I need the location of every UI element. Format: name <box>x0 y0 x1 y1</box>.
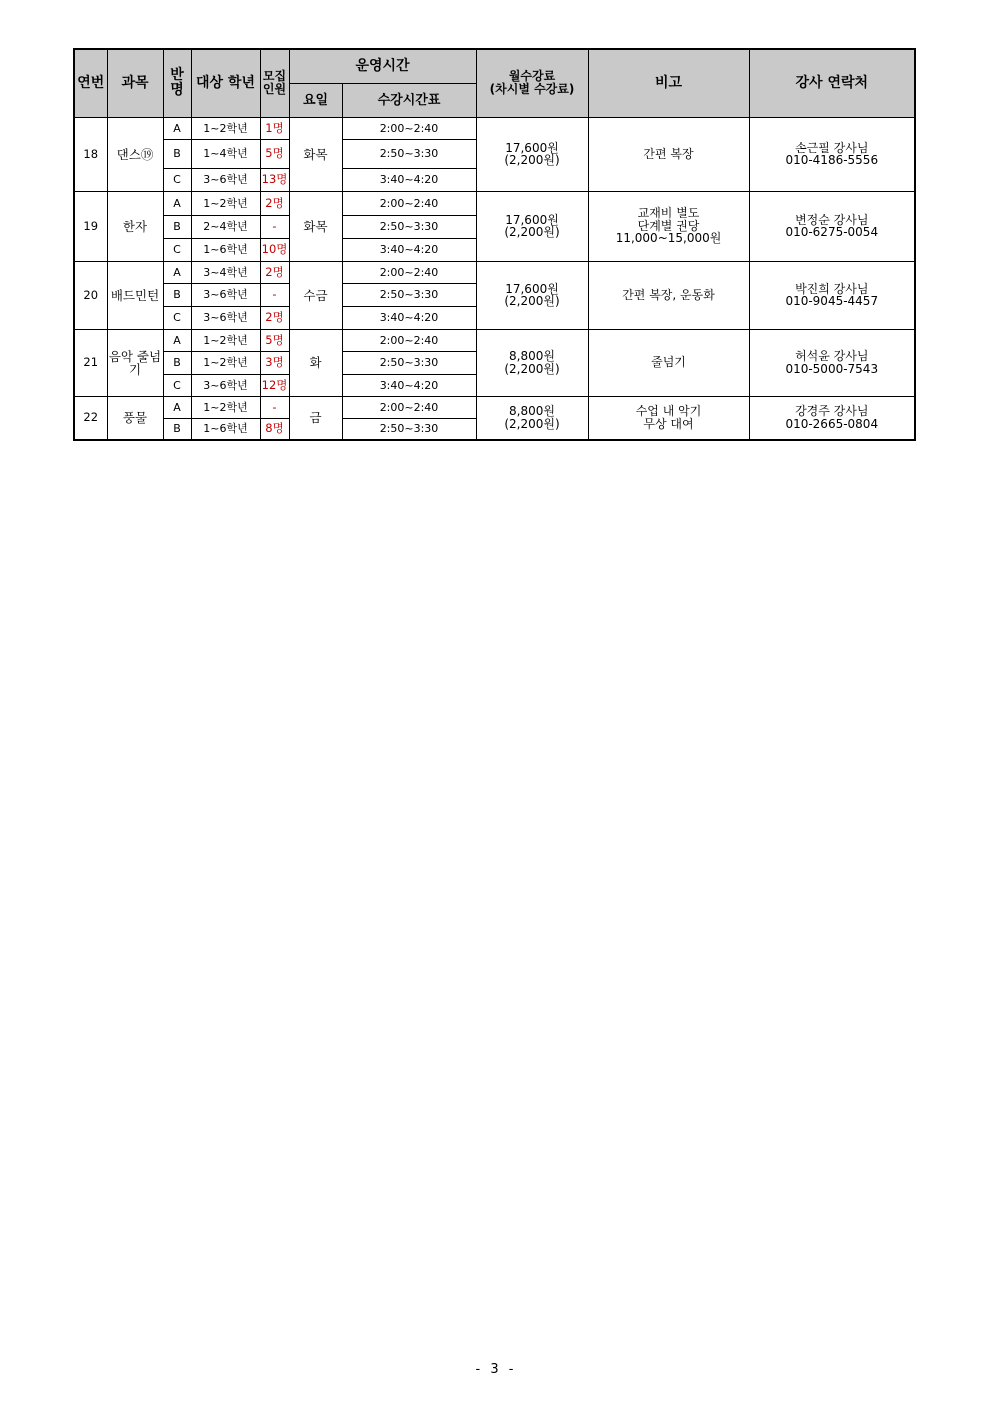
note-line: 수업 내 악기 <box>635 404 702 419</box>
fee-amount: 8,800원 <box>509 404 555 419</box>
header-class: 반명 <box>163 49 191 117</box>
table-row <box>74 396 915 418</box>
class-name: C <box>163 306 191 329</box>
class-time: 2:50~3:30 <box>342 139 476 168</box>
header-fee-line2: (차시별 수강료) <box>489 82 575 97</box>
recruit-count: 10명 <box>260 238 289 261</box>
row-note <box>588 261 749 329</box>
class-name: C <box>163 238 191 261</box>
table-row <box>74 117 915 139</box>
instructor-name: 박진희 강사님 <box>795 281 869 296</box>
header-contact: 강사 연락처 <box>749 49 915 117</box>
instructor-name: 허석윤 강사님 <box>795 349 869 363</box>
header-fee <box>476 49 588 117</box>
row-contact <box>749 329 915 396</box>
recruit-count: - <box>260 396 289 418</box>
fee-amount: 17,600원 <box>505 140 559 155</box>
target-grade: 1~4학년 <box>191 139 260 168</box>
class-name: A <box>163 396 191 418</box>
class-name: B <box>163 283 191 306</box>
class-time: 2:00~2:40 <box>342 261 476 283</box>
class-name: A <box>163 191 191 215</box>
row-contact <box>749 396 915 440</box>
instructor-phone: 010-9045-4457 <box>785 294 879 308</box>
table-row <box>74 261 915 283</box>
row-no: 18 <box>74 117 107 191</box>
header-note: 비고 <box>588 49 749 117</box>
row-contact <box>749 191 915 261</box>
fee-per-session: (2,200원) <box>504 225 560 239</box>
fee-amount: 17,600원 <box>505 281 559 296</box>
class-time: 2:00~2:40 <box>342 396 476 418</box>
row-subject: 배드민턴 <box>107 261 163 329</box>
header-day: 요일 <box>289 83 342 117</box>
recruit-count: 2명 <box>260 261 289 283</box>
target-grade: 1~2학년 <box>191 329 260 351</box>
recruit-count: - <box>260 283 289 306</box>
target-grade: 1~6학년 <box>191 238 260 261</box>
recruit-count: 1명 <box>260 117 289 139</box>
class-name: B <box>163 215 191 238</box>
instructor-name: 손근필 강사님 <box>795 140 869 155</box>
row-subject: 풍물 <box>107 396 163 440</box>
note-line: 단계별 권당 <box>637 218 700 233</box>
fee-per-session: (2,200원) <box>504 294 560 308</box>
instructor-phone: 010-2665-0804 <box>785 416 879 431</box>
recruit-count: 12명 <box>260 374 289 396</box>
header-no: 연번 <box>74 49 107 117</box>
row-contact <box>749 117 915 191</box>
target-grade: 1~2학년 <box>191 351 260 374</box>
target-grade: 1~2학년 <box>191 396 260 418</box>
row-fee <box>476 117 588 191</box>
instructor-name: 강경주 강사님 <box>795 404 869 419</box>
class-name: B <box>163 139 191 168</box>
class-time: 2:50~3:30 <box>342 283 476 306</box>
row-day: 화목 <box>289 117 342 191</box>
instructor-phone: 010-4186-5556 <box>785 153 879 167</box>
table-row <box>74 191 915 215</box>
row-note <box>588 396 749 440</box>
row-subject: 한자 <box>107 191 163 261</box>
target-grade: 3~6학년 <box>191 374 260 396</box>
recruit-count: 8명 <box>260 418 289 440</box>
target-grade: 1~2학년 <box>191 191 260 215</box>
target-grade: 2~4학년 <box>191 215 260 238</box>
row-subject: 음악 줄넘기 <box>107 329 163 396</box>
class-name: B <box>163 418 191 440</box>
recruit-count: 2명 <box>260 191 289 215</box>
recruit-count: 2명 <box>260 306 289 329</box>
note-line: 11,000~15,000원 <box>615 231 722 246</box>
class-name: A <box>163 117 191 139</box>
class-name: A <box>163 261 191 283</box>
row-subject: 댄스⑲ <box>107 117 163 191</box>
target-grade: 1~2학년 <box>191 117 260 139</box>
row-day: 금 <box>289 396 342 440</box>
row-contact <box>749 261 915 329</box>
class-time: 2:50~3:30 <box>342 418 476 440</box>
class-time: 2:00~2:40 <box>342 117 476 139</box>
header-fee-line1: 월수강료 <box>508 69 556 84</box>
note-line: 무상 대여 <box>643 416 694 431</box>
note-line: 간편 복장 <box>643 146 694 161</box>
note-line: 간편 복장, 운동화 <box>622 287 715 302</box>
class-name: A <box>163 329 191 351</box>
row-fee <box>476 191 588 261</box>
target-grade: 3~6학년 <box>191 306 260 329</box>
fee-per-session: (2,200원) <box>504 153 560 167</box>
class-time: 2:50~3:30 <box>342 215 476 238</box>
row-no: 20 <box>74 261 107 329</box>
row-note <box>588 191 749 261</box>
recruit-count: 5명 <box>260 139 289 168</box>
row-no: 22 <box>74 396 107 440</box>
class-time: 2:00~2:40 <box>342 329 476 351</box>
row-day: 화목 <box>289 191 342 261</box>
row-note <box>588 117 749 191</box>
recruit-count: 3명 <box>260 351 289 374</box>
class-time: 3:40~4:20 <box>342 306 476 329</box>
recruit-count: 5명 <box>260 329 289 351</box>
row-no: 21 <box>74 329 107 396</box>
class-name: B <box>163 351 191 374</box>
class-time: 2:00~2:40 <box>342 191 476 215</box>
target-grade: 3~4학년 <box>191 261 260 283</box>
class-name: C <box>163 168 191 191</box>
class-time: 3:40~4:20 <box>342 374 476 396</box>
table-body <box>74 117 915 440</box>
row-fee <box>476 329 588 396</box>
class-schedule-sheet <box>73 48 914 441</box>
row-day: 수금 <box>289 261 342 329</box>
target-grade: 3~6학년 <box>191 168 260 191</box>
class-time: 3:40~4:20 <box>342 238 476 261</box>
row-note <box>588 329 749 396</box>
header-operation: 운영시간 <box>289 49 476 83</box>
class-time: 2:50~3:30 <box>342 351 476 374</box>
recruit-count: - <box>260 215 289 238</box>
page-number: - 3 - <box>475 1362 517 1377</box>
header-timetable: 수강시간표 <box>342 83 476 117</box>
table-row <box>74 329 915 351</box>
recruit-count: 13명 <box>260 168 289 191</box>
row-day: 화 <box>289 329 342 396</box>
note-line: 교재비 별도 <box>637 206 700 221</box>
class-name: C <box>163 374 191 396</box>
header-target: 대상 학년 <box>191 49 260 117</box>
target-grade: 1~6학년 <box>191 418 260 440</box>
class-time: 3:40~4:20 <box>342 168 476 191</box>
header-subject: 과목 <box>107 49 163 117</box>
class-schedule-table <box>73 48 916 441</box>
row-fee <box>476 396 588 440</box>
fee-per-session: (2,200원) <box>504 416 560 431</box>
fee-per-session: (2,200원) <box>504 361 560 376</box>
fee-amount: 8,800원 <box>509 349 555 363</box>
instructor-phone: 010-6275-0054 <box>785 225 879 239</box>
instructor-name: 변정순 강사님 <box>795 212 869 227</box>
fee-amount: 17,600원 <box>505 212 559 227</box>
target-grade: 3~6학년 <box>191 283 260 306</box>
header-recruit: 모집인원 <box>260 49 289 117</box>
row-no: 19 <box>74 191 107 261</box>
row-fee <box>476 261 588 329</box>
table-header <box>74 49 915 117</box>
note-line: 줄넘기 <box>651 355 686 370</box>
instructor-phone: 010-5000-7543 <box>785 361 879 376</box>
